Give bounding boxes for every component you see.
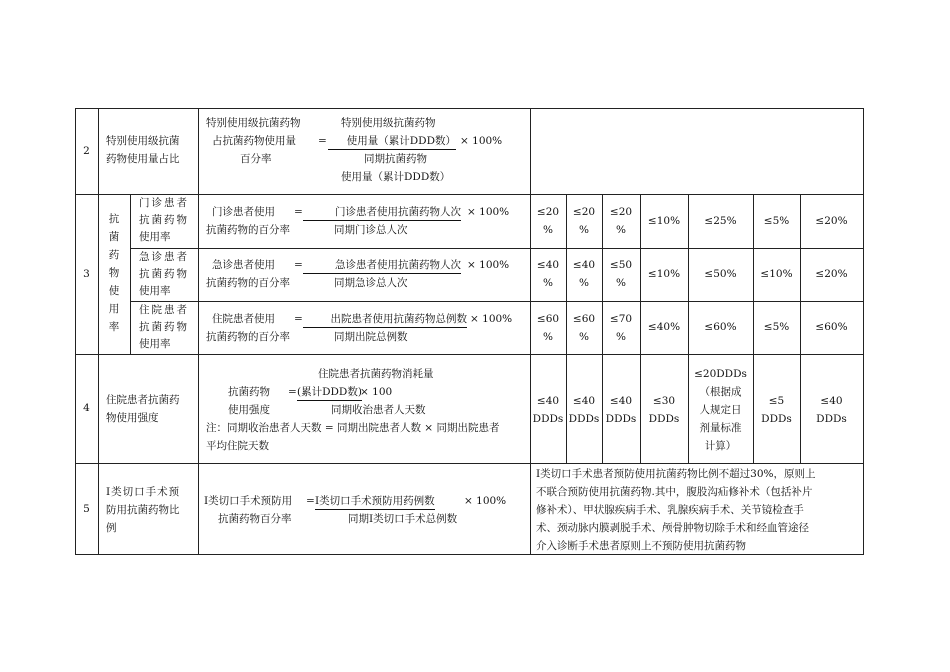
group-label-char: 率 (108, 321, 120, 333)
grid-line (75, 194, 864, 195)
description-line: 修补术）、甲状腺疾病手术、乳腺疾病手术、关节镜检查手 (536, 504, 804, 516)
formula-note: 平均住院天数 (206, 440, 269, 452)
formula-equals: = (288, 386, 297, 398)
formula-note: 注：同期收治患者人天数 = 同期出院患者人数 × 同期出院患者 (206, 422, 500, 434)
row-number: 5 (83, 503, 90, 515)
formula-text: 抗菌药物的百分率 (206, 224, 290, 236)
grid-line (75, 108, 864, 109)
indicator-name-line: 物使用强度 (106, 412, 159, 424)
target-value: ≤60% (704, 321, 737, 333)
formula-denominator: 同期I类切口手术总例数 (348, 513, 458, 525)
formula-multiplier: × 100 (360, 386, 393, 398)
formula-text: 抗菌药物百分率 (218, 513, 292, 525)
sub-indicator-name: 门诊患者 (139, 197, 189, 209)
indicator-name-line: 住院患者抗菌药 (106, 394, 180, 406)
grid-line (75, 108, 76, 555)
target-value: ≤60 (572, 313, 596, 325)
formula-text: 住院患者使用 (212, 313, 275, 325)
indicator-name-line: 特别使用级抗菌 (106, 135, 180, 147)
grid-line (75, 463, 864, 464)
formula-numerator: (累计DDD数) (297, 384, 362, 401)
target-unit: % (579, 331, 589, 343)
row-5-description (536, 465, 862, 555)
grid-line (863, 108, 864, 555)
formula-equals: = (294, 206, 303, 218)
target-value: ≤60 (536, 313, 560, 325)
sub-indicator-name: 使用率 (139, 285, 171, 297)
description-line: 不联合预防使用抗菌药物.其中，腹股沟疝修补术（包括补片 (536, 486, 813, 498)
target-unit: DDDs (568, 413, 600, 425)
formula-numerator: I类切口手术预防用药例数 (315, 493, 435, 510)
formula-text: 占抗菌药物使用量 (212, 135, 296, 147)
formula-equals: = (294, 313, 303, 325)
target-value: ≤20 (572, 206, 596, 218)
formula-numerator: 出院患者使用抗菌药物总例数 (303, 311, 467, 328)
sub-indicator-name: 抗菌药物 (139, 268, 189, 280)
formula-denominator: 同期收治患者人天数 (331, 404, 426, 416)
row-number: 2 (83, 145, 90, 157)
row-number: 4 (83, 402, 90, 414)
target-value: ≤20DDDs (694, 368, 747, 380)
target-unit: DDDs (648, 413, 680, 425)
formula-text: 使用强度 (228, 404, 270, 416)
grid-line (130, 194, 131, 355)
group-label-char: 药 (108, 249, 120, 261)
target-value: ≤40 (536, 259, 560, 271)
formula-equals: = (318, 135, 327, 147)
target-note: （根据成 (699, 386, 742, 398)
group-label (98, 210, 130, 336)
sub-indicator-name: 急诊患者 (139, 251, 189, 263)
formula-text: 抗菌药物的百分率 (206, 277, 290, 289)
group-label-char: 菌 (108, 231, 120, 243)
target-unit: DDDs (605, 413, 637, 425)
target-unit: DDDs (761, 413, 792, 425)
target-value: ≤10% (647, 215, 681, 227)
formula-text: 抗菌药物的百分率 (206, 331, 290, 343)
formula-denominator: 使用量（累计DDD数） (341, 171, 451, 183)
target-unit: % (616, 331, 626, 343)
formula-text: 门诊患者使用 (212, 206, 275, 218)
formula-text: I类切口手术预防用 (204, 495, 293, 507)
target-value: ≤60% (815, 321, 848, 333)
target-note: 剂量标准 (699, 422, 742, 434)
target-unit: DDDs (816, 413, 847, 425)
sub-indicator-name: 抗菌药物 (139, 321, 189, 333)
description-line: 术、颈动脉内膜剥脱手术、颅骨肿物切除手术和经血管途径 (536, 522, 809, 534)
formula-numerator: 门诊患者使用抗菌药物人次 (303, 204, 461, 221)
formula-numerator: 使用量（累计DDD数） (328, 133, 456, 150)
target-unit: % (579, 224, 589, 236)
group-label-char: 使 (108, 285, 120, 297)
formula-multiplier: × 100% (467, 259, 510, 271)
formula-multiplier: × 100% (464, 495, 507, 507)
formula-multiplier: × 100% (460, 135, 503, 147)
grid-line (198, 108, 199, 555)
formula-numerator: 急诊患者使用抗菌药物人次 (303, 257, 461, 274)
target-unit: % (543, 277, 553, 289)
indicator-name-line: 防用抗菌药物比 (106, 504, 180, 516)
target-value: ≤40 (536, 395, 560, 407)
description-line: 介入诊断手术患者原则上不预防使用抗菌药物 (536, 540, 746, 552)
indicator-name-line: 例 (106, 522, 117, 534)
target-unit: % (543, 224, 553, 236)
indicator-name-line: 药物使用量占比 (106, 153, 180, 165)
formula-denominator: 同期急诊总人次 (334, 277, 408, 289)
sub-indicator-name: 抗菌药物 (139, 214, 189, 226)
target-value: ≤5% (763, 215, 790, 227)
formula-text: 特别使用级抗菌药物 (341, 117, 436, 129)
target-note: 计算） (704, 440, 737, 452)
formula-multiplier: × 100% (467, 206, 510, 218)
formula-text: 特别使用级抗菌药物 (206, 117, 301, 129)
target-value: ≤40 (820, 395, 843, 407)
target-value: ≤10% (760, 268, 793, 280)
target-unit: DDDs (532, 413, 564, 425)
target-note: 人规定日 (699, 404, 742, 416)
target-unit: % (579, 277, 589, 289)
target-value: ≤20% (815, 268, 848, 280)
sub-indicator-name: 使用率 (139, 338, 171, 350)
target-value: ≤30 (652, 395, 676, 407)
target-unit: % (543, 331, 553, 343)
formula-text: 抗菌药物 (228, 386, 270, 398)
grid-line (75, 354, 864, 355)
formula-text: 住院患者抗菌药物消耗量 (318, 368, 434, 380)
group-label-char: 抗 (108, 213, 120, 225)
target-unit: % (616, 224, 626, 236)
group-label-char: 物 (108, 267, 120, 279)
formula-equals: = (294, 259, 303, 271)
description-line: I类切口手术患者预防使用抗菌药物比例不超过30%，原则上 (536, 468, 816, 480)
target-value: ≤40% (647, 321, 681, 333)
target-value: ≤5 (768, 395, 785, 407)
target-value: ≤50% (704, 268, 737, 280)
target-value: ≤25% (704, 215, 737, 227)
target-value: ≤20 (609, 206, 633, 218)
target-value: ≤50 (609, 259, 633, 271)
formula-denominator: 同期出院总例数 (334, 331, 408, 343)
target-value: ≤40 (572, 395, 596, 407)
target-value: ≤5% (763, 321, 790, 333)
formula-denominator: 同期门诊总人次 (334, 224, 408, 236)
target-value: ≤20% (815, 215, 848, 227)
sub-indicator-name: 使用率 (139, 231, 171, 243)
formula-text: 百分率 (240, 153, 272, 165)
formula-text: 急诊患者使用 (212, 259, 275, 271)
indicator-name-line: I类切口手术预 (106, 486, 181, 498)
target-value: ≤20 (536, 206, 560, 218)
formula-multiplier: × 100% (470, 313, 513, 325)
sub-indicator-name: 住院患者 (139, 304, 189, 316)
formula-equals: = (306, 495, 315, 507)
target-value: ≤40 (609, 395, 633, 407)
target-unit: % (616, 277, 626, 289)
target-value: ≤10% (647, 268, 681, 280)
target-value: ≤40 (572, 259, 596, 271)
target-value: ≤70 (609, 313, 633, 325)
group-label-char: 用 (108, 303, 120, 315)
formula-denominator: 同期抗菌药物 (364, 153, 427, 165)
row-number: 3 (83, 268, 90, 280)
